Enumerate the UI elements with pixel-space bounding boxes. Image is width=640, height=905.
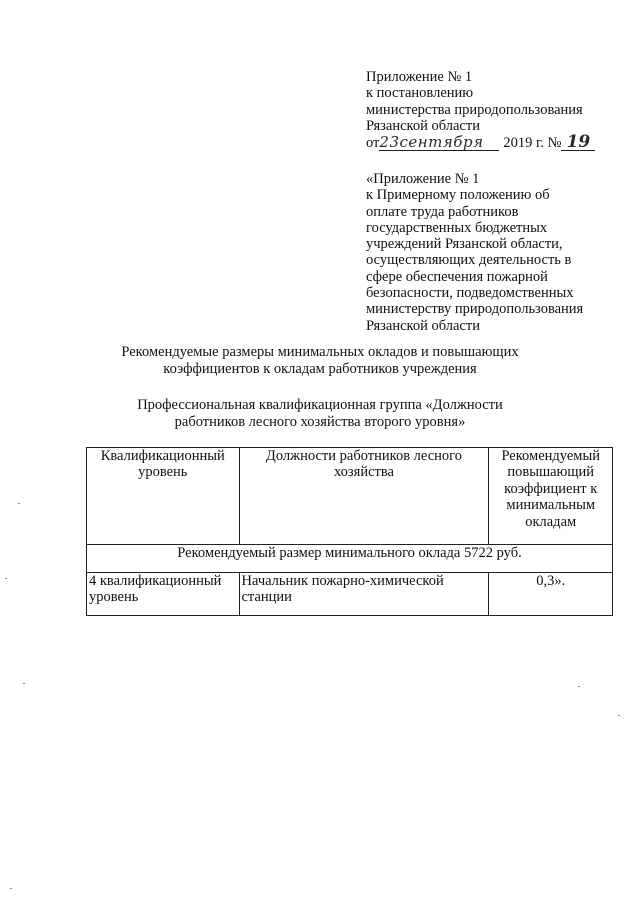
band-cell: Рекомендуемый размер минимального оклада 5722 руб.	[87, 545, 613, 573]
appendix-block	[366, 69, 616, 151]
handwritten-date: 23сентября	[379, 135, 499, 151]
header-text: коэффициент к	[504, 480, 598, 497]
table-header-row	[87, 448, 613, 545]
header-text: уровень	[138, 464, 188, 481]
handwritten-number: 19	[561, 135, 595, 151]
appendix-ref-line: министерству природопользования	[366, 301, 584, 318]
coefficient-cell: 0,3».	[489, 573, 613, 616]
group-heading	[60, 397, 580, 430]
header-text: Должности работников лесного	[265, 448, 462, 464]
decree-date-line	[366, 132, 616, 153]
appendix-ref-line: оплате труда работников	[366, 203, 519, 220]
header-text: окладам	[525, 513, 577, 530]
heading-line: Профессиональная квалификационная группа «Должности	[137, 397, 503, 413]
cell-text: станции	[241, 589, 292, 606]
appendix-title: Приложение № 1	[366, 69, 473, 85]
header-cell	[87, 448, 240, 545]
appendix-line: министерства природопользования	[366, 101, 583, 118]
appendix-ref-line: осуществляющих деятельность в	[366, 252, 572, 269]
level-cell	[87, 573, 240, 616]
cell-text: Начальник пожарно-химической	[241, 573, 444, 589]
header-text: Рекомендуемый	[501, 448, 600, 464]
appendix-line: к постановлению	[366, 85, 474, 102]
cell-text: уровень	[89, 589, 139, 606]
heading-line: коэффициентов к окладам работников учреждения	[163, 360, 477, 377]
header-text: повышающий	[507, 464, 595, 481]
year-text: 2019 г. №	[503, 134, 562, 151]
date-prefix: от	[366, 134, 380, 151]
cell-text: 4 квалификационный	[89, 573, 222, 589]
appendix-line: Рязанской области	[366, 118, 480, 135]
header-cell	[489, 448, 613, 545]
appendix-ref-line: к Примерному положению об	[366, 187, 550, 204]
appendix-ref-line: учреждений Рязанской области,	[366, 236, 563, 253]
salary-table	[86, 447, 613, 616]
header-cell	[239, 448, 489, 545]
table-band-row	[87, 545, 613, 573]
header-text: Квалификационный	[100, 448, 225, 464]
appendix-reference-block	[366, 171, 621, 334]
table-row	[87, 573, 613, 616]
header-text: минимальным	[506, 497, 596, 514]
appendix-ref-line: «Приложение № 1	[366, 171, 480, 187]
heading-line: работников лесного хозяйства второго уровня»	[174, 413, 466, 430]
appendix-ref-line: сфере обеспечения пожарной	[366, 268, 548, 285]
appendix-ref-line: государственных бюджетных	[366, 219, 548, 236]
appendix-ref-line: Рязанской области	[366, 317, 480, 334]
header-text: хозяйства	[333, 464, 394, 481]
position-cell	[239, 573, 489, 616]
document-heading	[60, 344, 580, 377]
appendix-ref-line: безопасности, подведомственных	[366, 285, 574, 302]
heading-line: Рекомендуемые размеры минимальных окладов и повышающих	[121, 344, 519, 360]
